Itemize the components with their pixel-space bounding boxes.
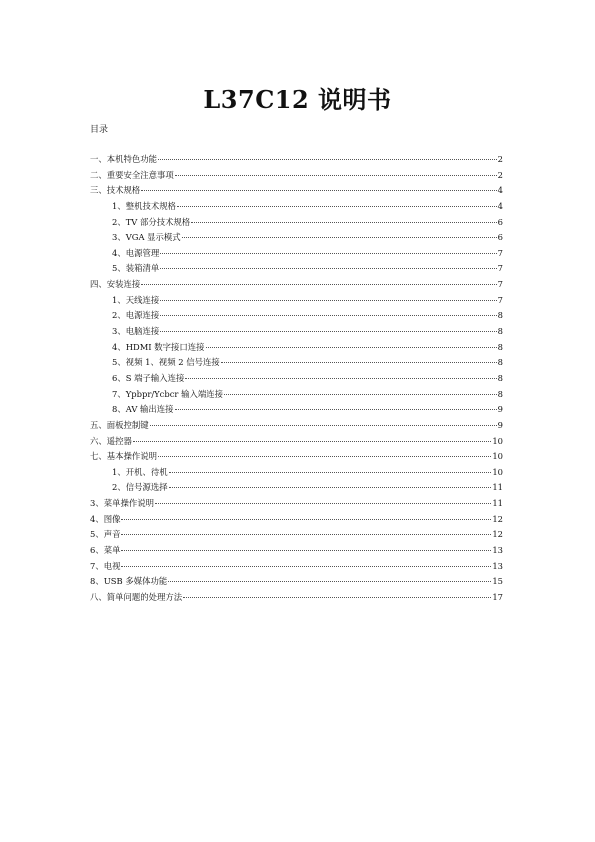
toc-entry-label: 5、装箱清单 xyxy=(112,263,160,274)
toc-entry-label: 一、本机特色功能 xyxy=(90,154,157,164)
toc-dot-leader xyxy=(158,456,491,457)
toc-entry-label: 6、S 端子输入连接 xyxy=(112,372,185,383)
toc-entry-label: 三、技术规格 xyxy=(90,185,141,196)
toc-entry[interactable] xyxy=(90,355,503,371)
toc-entry[interactable] xyxy=(90,402,503,418)
toc-entry-label: 2、信号源选择 xyxy=(112,482,168,493)
toc-entry[interactable] xyxy=(90,230,503,246)
toc-entry-page-number: 8 xyxy=(497,372,503,383)
toc-entry-page-number: 7 xyxy=(497,294,503,305)
toc-dot-leader xyxy=(175,175,497,176)
toc-entry-label: 五、面板控制键 xyxy=(90,419,149,430)
toc-entry-label: 3、电脑连接 xyxy=(112,326,160,337)
toc-dot-leader xyxy=(150,425,497,426)
toc-entry[interactable] xyxy=(90,496,503,512)
toc-dot-leader xyxy=(169,487,492,488)
toc-dot-leader xyxy=(206,347,497,348)
toc-dot-leader xyxy=(121,566,491,567)
toc-entry-page-number: 8 xyxy=(497,388,503,399)
toc-entry-page-number: 7 xyxy=(497,247,503,258)
toc-dot-leader xyxy=(160,331,496,332)
toc-entry-page-number: 13 xyxy=(492,560,503,571)
toc-dot-leader xyxy=(160,315,496,316)
toc-entry-label: 2、TV 部分技术规格 xyxy=(112,216,191,227)
toc-entry-label: 1、开机、待机 xyxy=(112,466,168,477)
toc-entry[interactable] xyxy=(90,183,503,199)
toc-dot-leader xyxy=(169,472,492,473)
toc-entry[interactable] xyxy=(90,480,503,496)
toc-entry[interactable] xyxy=(90,293,503,309)
toc-entry[interactable] xyxy=(90,324,503,340)
toc-entry-page-number: 10 xyxy=(492,451,503,462)
toc-entry-label: 4、图像 xyxy=(90,513,121,524)
toc-dot-leader xyxy=(121,534,491,535)
toc-entry[interactable] xyxy=(90,527,503,543)
toc-dot-leader xyxy=(221,362,497,363)
toc-entry[interactable] xyxy=(90,543,503,559)
toc-dot-leader xyxy=(141,190,496,191)
toc-entry-page-number: 15 xyxy=(492,576,503,587)
toc-entry-label: 八、简单问题的处理方法 xyxy=(90,591,183,602)
toc-entry[interactable] xyxy=(90,308,503,324)
toc-entry-page-number: 8 xyxy=(497,326,503,337)
toc-entry[interactable] xyxy=(90,199,503,215)
toc-dot-leader xyxy=(191,222,496,223)
toc-heading: 目录 xyxy=(90,125,109,135)
toc-entry-page-number: 11 xyxy=(492,482,503,493)
toc-entry-page-number: 2 xyxy=(497,154,503,164)
toc-entry-page-number: 4 xyxy=(497,200,503,211)
toc-entry-page-number: 9 xyxy=(497,404,503,415)
toc-entry-page-number: 12 xyxy=(492,513,503,524)
toc-entry-label: 2、电源连接 xyxy=(112,310,160,321)
toc-entry-page-number: 13 xyxy=(492,545,503,556)
toc-entry-label: 7、Ypbpr/Ycbcr 输入端连接 xyxy=(112,388,223,399)
toc-entry-label: 5、视频 1、视频 2 信号连接 xyxy=(112,357,220,368)
toc-entry-label: 7、电视 xyxy=(90,560,121,571)
toc-dot-leader xyxy=(183,597,491,598)
toc-entry-label: 二、重要安全注意事项 xyxy=(90,169,174,180)
toc-entry-label: 5、声音 xyxy=(90,529,121,540)
toc-entry[interactable] xyxy=(90,277,503,293)
toc-entry-label: 4、HDMI 数字接口连接 xyxy=(112,341,205,352)
toc-entry-label: 1、整机技术规格 xyxy=(112,200,176,211)
toc-entry-page-number: 6 xyxy=(497,216,503,227)
toc-entry-label: 1、天线连接 xyxy=(112,294,160,305)
toc-entry-page-number: 8 xyxy=(497,310,503,321)
toc-dot-leader xyxy=(141,284,496,285)
toc-entry[interactable] xyxy=(90,512,503,528)
toc-entry-page-number: 7 xyxy=(497,279,503,290)
toc-entry[interactable] xyxy=(90,418,503,434)
toc-entry-page-number: 6 xyxy=(497,232,503,243)
toc-entry-label: 8、USB 多媒体功能 xyxy=(90,576,168,587)
toc-dot-leader xyxy=(158,159,497,160)
toc-entry-label: 3、菜单操作说明 xyxy=(90,498,154,509)
toc-dot-leader xyxy=(175,409,497,410)
toc-entry-label: 六、遥控器 xyxy=(90,435,132,446)
toc-dot-leader xyxy=(133,441,491,442)
toc-entry[interactable] xyxy=(90,340,503,356)
toc-entry[interactable] xyxy=(90,168,503,184)
toc-entry-page-number: 12 xyxy=(492,529,503,540)
toc-entry-label: 四、安装连接 xyxy=(90,279,141,290)
table-of-contents xyxy=(90,152,503,606)
toc-entry[interactable] xyxy=(90,434,503,450)
toc-entry[interactable] xyxy=(90,449,503,465)
toc-dot-leader xyxy=(182,237,497,238)
toc-dot-leader xyxy=(185,378,496,379)
toc-entry[interactable] xyxy=(90,261,503,277)
toc-entry[interactable] xyxy=(90,590,503,606)
toc-dot-leader xyxy=(155,503,491,504)
toc-entry-page-number: 17 xyxy=(492,591,503,602)
toc-entry-page-number: 9 xyxy=(497,419,503,430)
toc-entry[interactable] xyxy=(90,246,503,262)
toc-entry-label: 8、AV 输出连接 xyxy=(112,404,174,415)
toc-entry[interactable] xyxy=(90,559,503,575)
toc-dot-leader xyxy=(160,268,496,269)
toc-entry[interactable] xyxy=(90,152,503,168)
toc-entry-page-number: 2 xyxy=(497,169,503,180)
toc-entry-label: 七、基本操作说明 xyxy=(90,451,157,462)
toc-entry-page-number: 8 xyxy=(497,341,503,352)
toc-entry-page-number: 10 xyxy=(492,466,503,477)
toc-entry-page-number: 11 xyxy=(492,498,503,509)
toc-dot-leader xyxy=(121,550,491,551)
toc-dot-leader xyxy=(177,206,497,207)
toc-entry-page-number: 7 xyxy=(497,263,503,274)
toc-entry[interactable] xyxy=(90,574,503,590)
toc-entry[interactable] xyxy=(90,465,503,481)
toc-entry-label: 6、菜单 xyxy=(90,545,121,556)
toc-entry[interactable] xyxy=(90,371,503,387)
toc-entry-page-number: 8 xyxy=(497,357,503,368)
toc-dot-leader xyxy=(121,519,491,520)
toc-dot-leader xyxy=(160,253,496,254)
toc-dot-leader xyxy=(160,300,496,301)
toc-dot-leader xyxy=(168,581,491,582)
toc-entry[interactable] xyxy=(90,215,503,231)
toc-dot-leader xyxy=(224,394,497,395)
toc-entry-page-number: 4 xyxy=(497,185,503,196)
toc-entry[interactable] xyxy=(90,387,503,403)
page-title: L37C12 说明书 xyxy=(203,85,392,114)
toc-entry-label: 4、电源管理 xyxy=(112,247,160,258)
toc-entry-label: 3、VGA 显示模式 xyxy=(112,232,181,243)
toc-entry-page-number: 10 xyxy=(492,435,503,446)
